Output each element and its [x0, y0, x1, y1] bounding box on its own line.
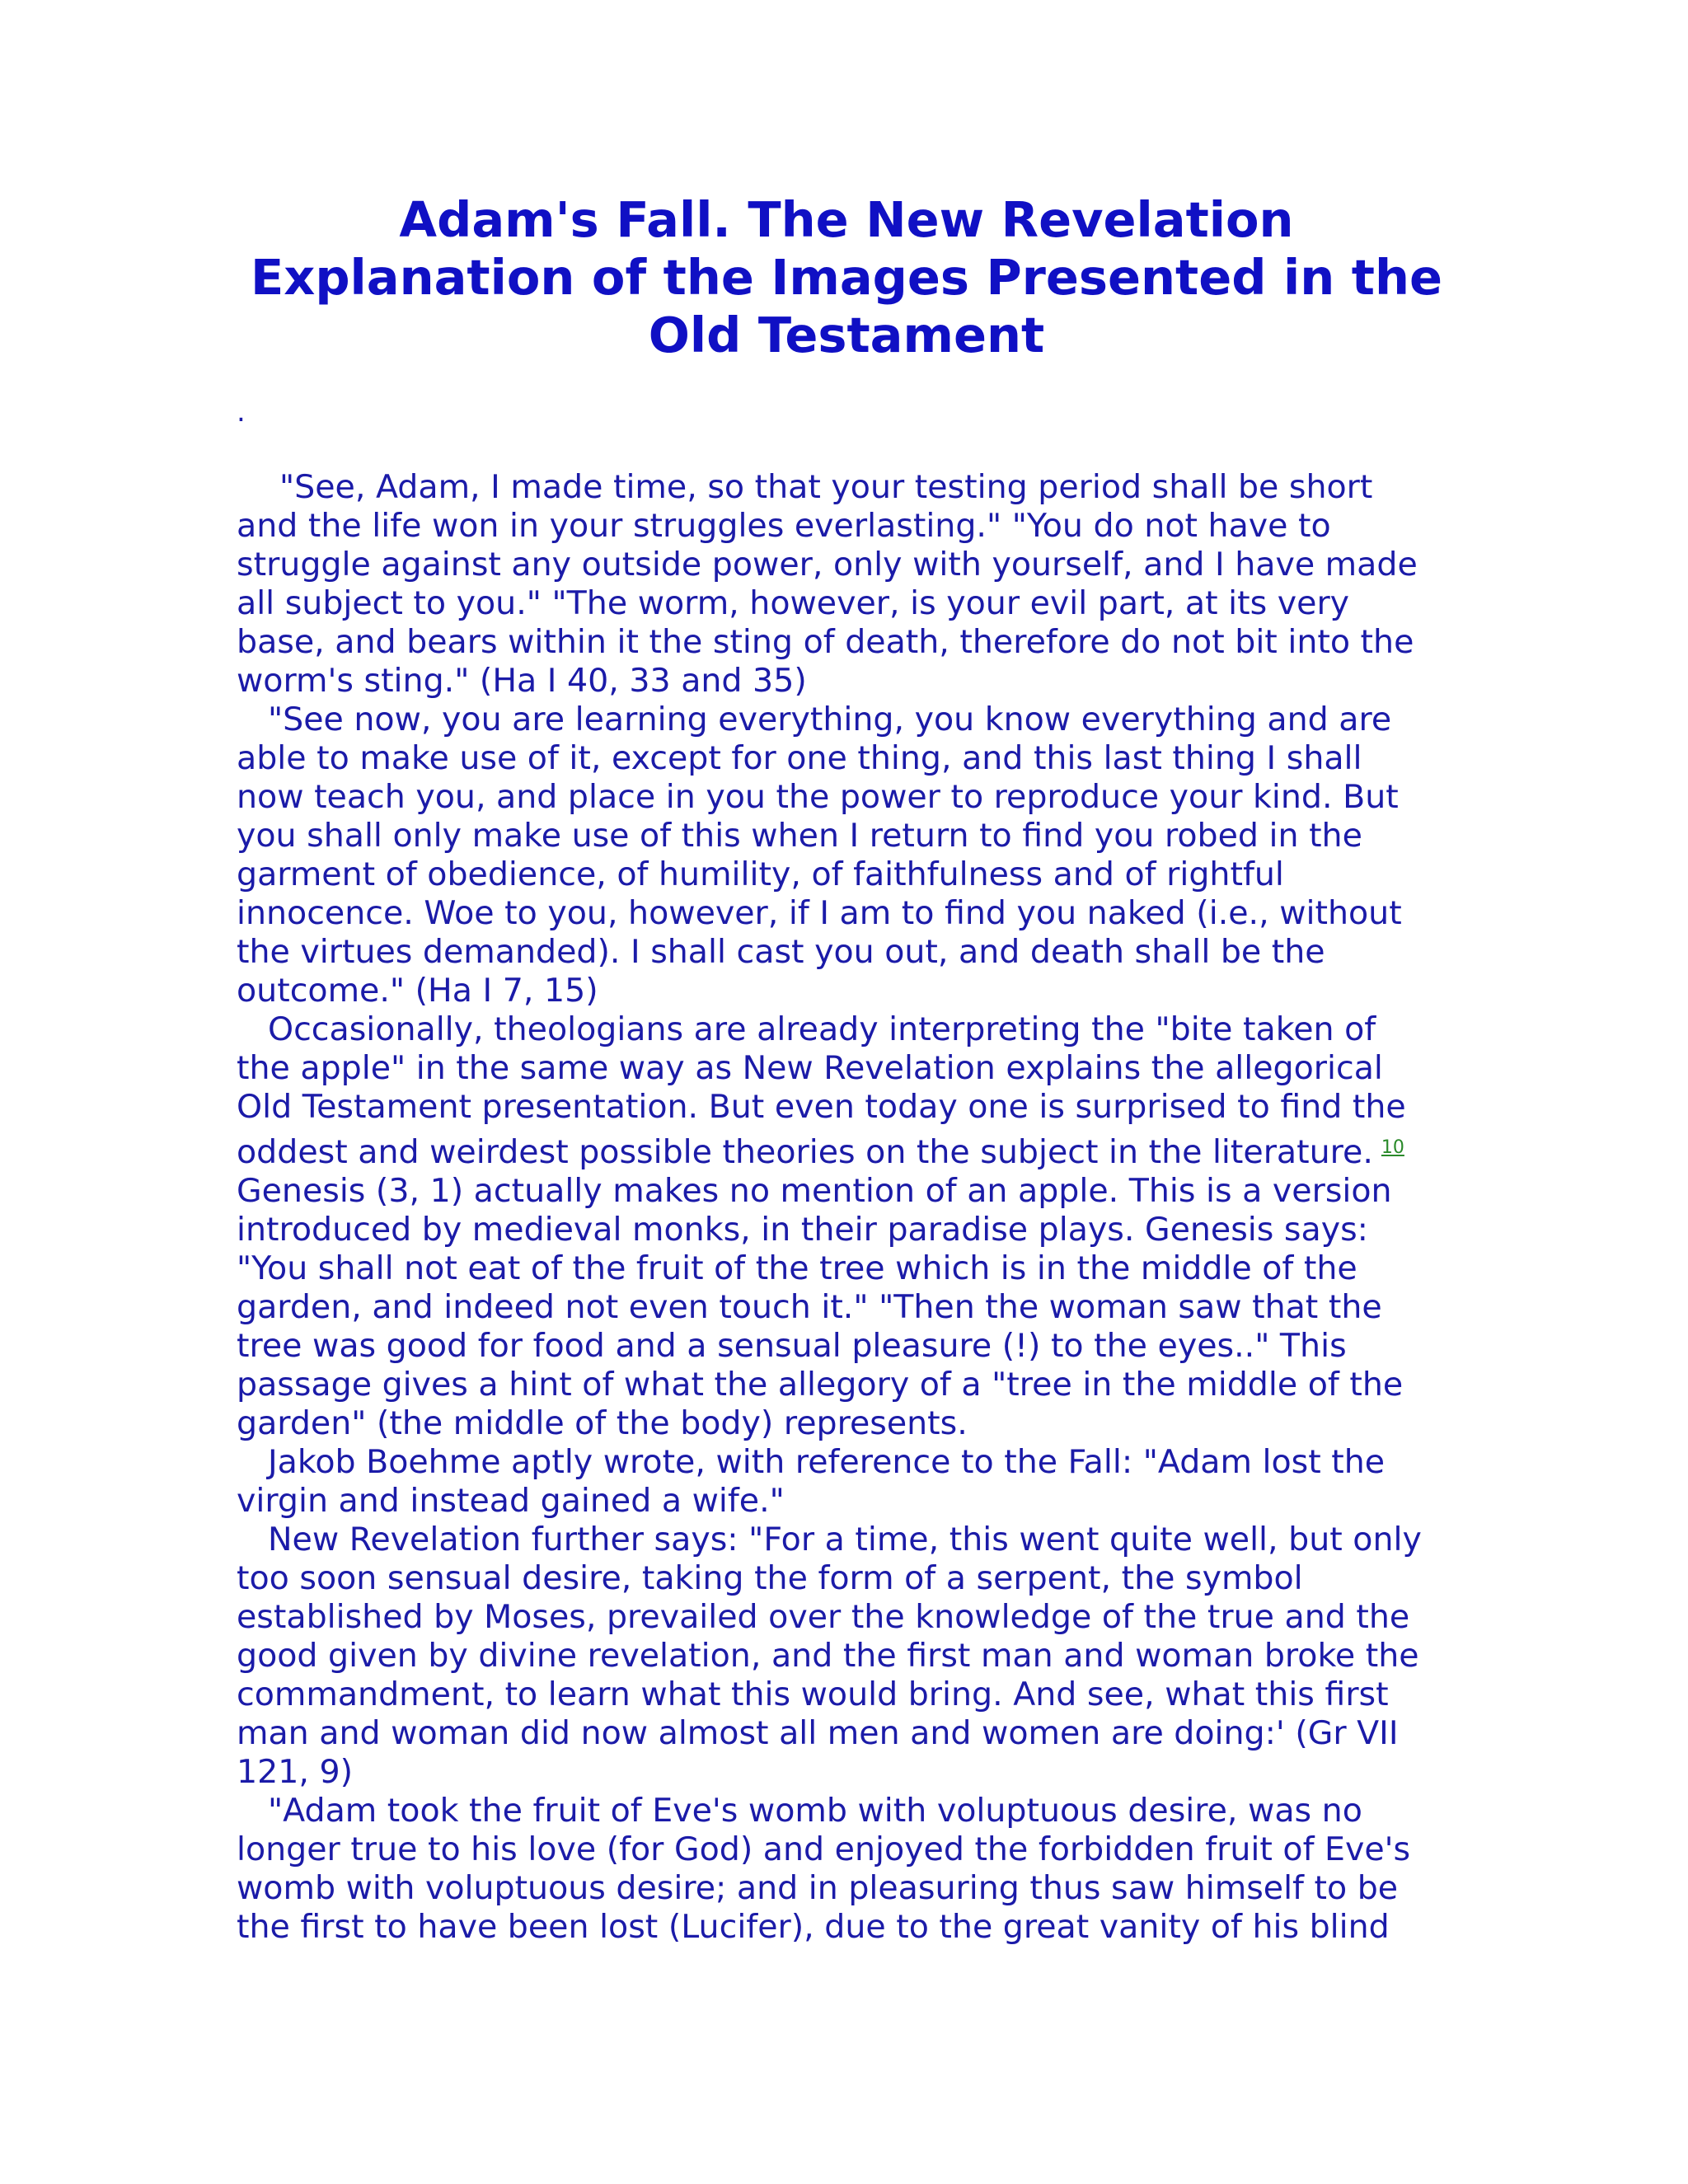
text-line: commandment, to learn what this would bring. And see, what this first	[237, 1675, 1389, 1714]
text-line: 121, 9)	[237, 1753, 354, 1792]
text-line: man and woman did now almost all men and women are doing:' (Gr VII	[237, 1714, 1399, 1753]
text-line: established by Moses, prevailed over the knowledge of the true and the	[237, 1598, 1410, 1637]
title-line: Adam's Fall. The New Revelation	[399, 191, 1294, 248]
text-line: Occasionally, theologians are already interpreting the "bite taken of	[268, 1010, 1376, 1048]
title-line: Old Testament	[648, 307, 1045, 363]
text-line: Old Testament presentation. But even today one is surprised to find the	[237, 1088, 1406, 1126]
text-line-with-footnote	[237, 1127, 1456, 1172]
page-title	[237, 191, 1456, 364]
text-line: too soon sensual desire, taking the form of a serpent, the symbol	[237, 1559, 1303, 1598]
text-line: longer true to his love (for God) and enjoyed the forbidden fruit of Eve's	[237, 1830, 1411, 1869]
text-line: "You shall not eat of the fruit of the tree which is in the middle of the	[237, 1249, 1357, 1288]
title-line: Explanation of the Images Presented in the	[250, 249, 1443, 306]
text-segment: oddest and weirdest possible theories on the subject in the literature.	[237, 1133, 1373, 1172]
text-line: the first to have been lost (Lucifer), due to the great vanity of his blind	[237, 1908, 1390, 1947]
text-line: you shall only make use of this when I return to find you robed in the	[237, 817, 1362, 855]
text-line: and the life won in your struggles everlasting." "You do not have to	[237, 507, 1331, 545]
text-line: "Adam took the fruit of Eve's womb with voluptuous desire, was no	[268, 1792, 1362, 1830]
text-line: womb with voluptuous desire; and in pleasuring thus saw himself to be	[237, 1869, 1399, 1908]
text-line: struggle against any outside power, only with yourself, and I have made	[237, 546, 1418, 583]
text-line: outcome." (Ha I 7, 15)	[237, 972, 598, 1010]
text-line: garden" (the middle of the body) represents.	[237, 1404, 968, 1443]
text-line: virgin and instead gained a wife."	[237, 1482, 785, 1521]
text-line: base, and bears within it the sting of death, therefore do not bit into the	[237, 623, 1414, 661]
text-line: "See, Adam, I made time, so that your testing period shall be short	[279, 468, 1373, 506]
text-line: the apple" in the same way as New Revelation explains the allegorical	[237, 1049, 1383, 1087]
text-line: able to make use of it, except for one thing, and this last thing I shall	[237, 739, 1362, 777]
document-page	[237, 191, 1456, 1947]
text-line: now teach you, and place in you the power to reproduce your kind. But	[237, 778, 1399, 816]
text-line: all subject to you." "The worm, however, is your evil part, at its very	[237, 584, 1350, 622]
text-line: the virtues demanded). I shall cast you out, and death shall be the	[237, 933, 1325, 971]
text-line: Genesis (3, 1) actually makes no mention of an apple. This is a version	[237, 1172, 1392, 1211]
text-line: worm's sting." (Ha I 40, 33 and 35)	[237, 662, 807, 700]
text-line: innocence. Woe to you, however, if I am to find you naked (i.e., without	[237, 894, 1402, 932]
body-text	[237, 468, 1456, 1947]
text-line: tree was good for food and a sensual pleasure (!) to the eyes.." This	[237, 1327, 1347, 1366]
footnote-link[interactable]: 10	[1381, 1137, 1404, 1158]
text-line: good given by divine revelation, and the first man and woman broke the	[237, 1637, 1419, 1675]
text-line: passage gives a hint of what the allegory of a "tree in the middle of the	[237, 1366, 1404, 1404]
text-line: introduced by medieval monks, in their paradise plays. Genesis says:	[237, 1211, 1368, 1249]
text-line: garment of obedience, of humility, of faithfulness and of rightful	[237, 855, 1284, 893]
text-line: garden, and indeed not even touch it." "Then the woman saw that the	[237, 1288, 1382, 1327]
separator-mark: .	[237, 396, 246, 429]
text-line: New Revelation further says: "For a time, this went quite well, but only	[268, 1521, 1422, 1559]
text-line: "See now, you are learning everything, you know everything and are	[268, 701, 1392, 738]
text-line: Jakob Boehme aptly wrote, with reference to the Fall: "Adam lost the	[268, 1443, 1386, 1482]
